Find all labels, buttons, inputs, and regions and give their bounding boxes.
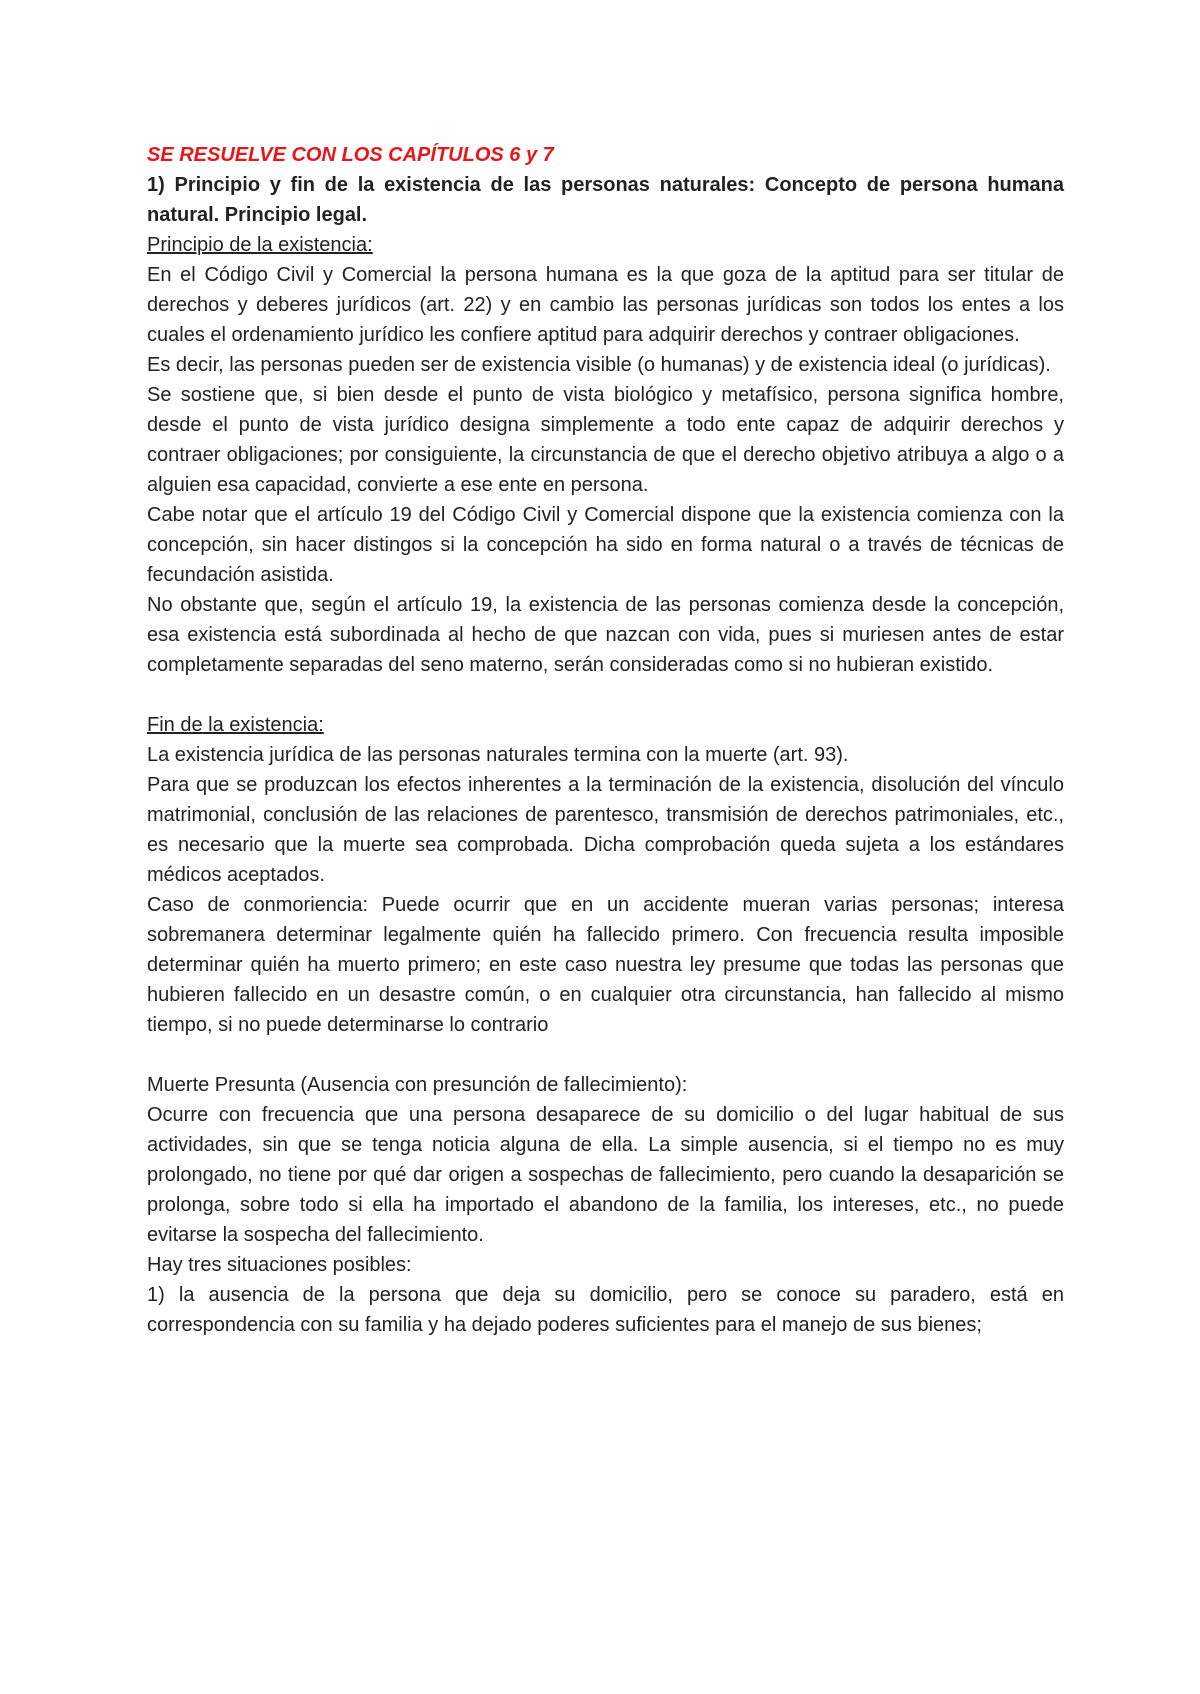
paragraph: 1) la ausencia de la persona que deja su domicilio, pero se conoce su paradero, está en correspondencia con su familia y ha dejado poderes suficientes para el manejo de sus bienes; [147, 1284, 1064, 1336]
paragraph: Se sostiene que, si bien desde el punto de vista biológico y metafísico, persona significa hombre, desde el punto de vista jurídico designa simplemente a todo ente capaz de adquirir derechos y contraer obligaciones; por consiguiente, la circunstancia de que el derecho objetivo atribuya a algo o a alguien esa capacidad, convierte a ese ente en persona. [147, 384, 1064, 496]
paragraph: Cabe notar que el artículo 19 del Código Civil y Comercial dispone que la existencia comienza con la concepción, sin hacer distingos si la concepción ha sido en forma natural o a través de técnicas de fecundación asistida. [147, 504, 1064, 586]
section-heading-fin: Fin de la existencia: [147, 714, 324, 736]
paragraph: Es decir, las personas pueden ser de existencia visible (o humanas) y de existencia ideal (o jurídicas). [147, 354, 1051, 376]
paragraph: Hay tres situaciones posibles: [147, 1254, 412, 1276]
paragraph: En el Código Civil y Comercial la persona humana es la que goza de la aptitud para ser titular de derechos y deberes jurídicos (art. 22) y en cambio las personas jurídicas son todos los entes a los cuales el ordenamiento jurídico les confiere aptitud para adquirir derechos y contraer obligaciones. [147, 264, 1064, 346]
paragraph: No obstante que, según el artículo 19, la existencia de las personas comienza desde la concepción, esa existencia está subordinada al hecho de que nazcan con vida, pues si muriesen antes de estar completamente separadas del seno materno, serán consideradas como si no hubieran existido. [147, 594, 1064, 676]
document-page [147, 140, 1064, 1340]
section-heading-principio: Principio de la existencia: [147, 234, 373, 256]
paragraph: Caso de conmoriencia: Puede ocurrir que en un accidente mueran varias personas; interesa sobremanera determinar legalmente quién ha fallecido primero. Con frecuencia resulta imposible determinar quién ha muerto primero; en este caso nuestra ley presume que todas las personas que hubieren fallecido en un desastre común, o en cualquier otra circunstancia, han fallecido al mismo tiempo, si no puede determinarse lo contrario [147, 894, 1064, 1036]
paragraph: Ocurre con frecuencia que una persona desaparece de su domicilio o del lugar habitual de sus actividades, sin que se tenga noticia alguna de ella. La simple ausencia, si el tiempo no es muy prolongado, no tiene por qué dar origen a sospechas de fallecimiento, pero cuando la desaparición se prolonga, sobre todo si ella ha importado el abandono de la familia, los intereses, etc., no puede evitarse la sospecha del fallecimiento. [147, 1104, 1064, 1246]
paragraph: La existencia jurídica de las personas naturales termina con la muerte (art. 93). [147, 744, 849, 766]
section-heading-muerte-presunta: Muerte Presunta (Ausencia con presunción de fallecimiento): [147, 1074, 688, 1096]
document-title: SE RESUELVE CON LOS CAPÍTULOS 6 y 7 [147, 144, 554, 166]
question-heading: 1) Principio y fin de la existencia de las personas naturales: Concepto de persona humana natural. Principio legal. [147, 174, 1064, 226]
blank-line [147, 1040, 1064, 1070]
blank-line [147, 680, 1064, 710]
paragraph: Para que se produzcan los efectos inherentes a la terminación de la existencia, disolución del vínculo matrimonial, conclusión de las relaciones de parentesco, transmisión de derechos patrimoniales, etc., es necesario que la muerte sea comprobada. Dicha comprobación queda sujeta a los estándares médicos aceptados. [147, 774, 1064, 886]
